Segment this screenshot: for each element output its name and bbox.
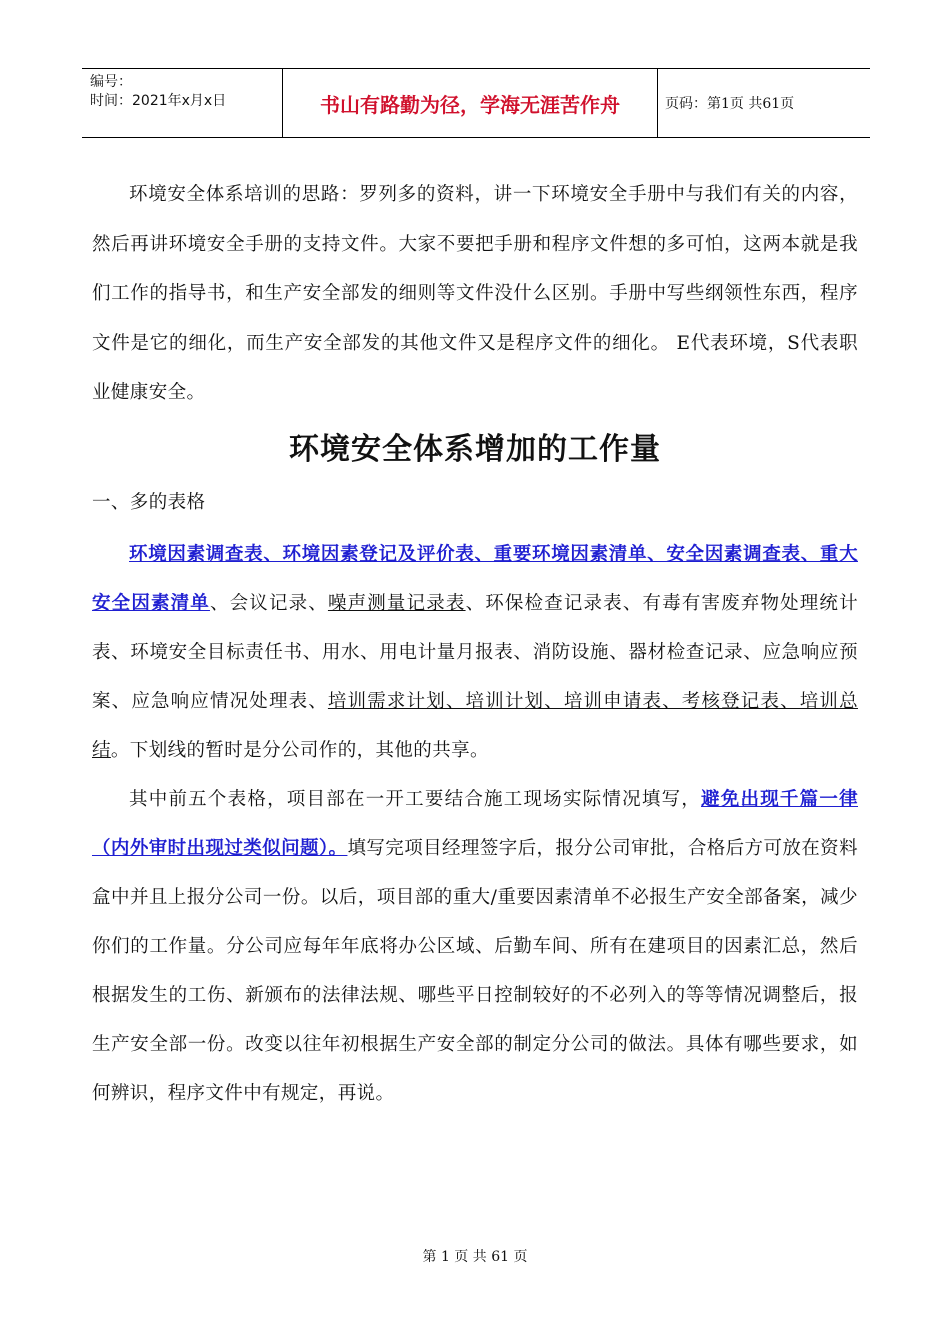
section-heading: 一、多的表格 <box>92 491 206 513</box>
forms-paragraph <box>92 530 858 775</box>
document-number: 编号： <box>90 74 132 90</box>
header-page-number: 页码：第1页 共61页 <box>665 96 795 112</box>
header-motto: 书山有路勤为径，学海无涯苦作舟 <box>282 69 658 137</box>
page-footer: 第 1 页 共 61 页 <box>422 1249 528 1265</box>
document-body <box>92 170 858 1118</box>
document-date: 时间：2021年x月x日 <box>90 93 227 109</box>
underlined-training-forms: 培训需求计划、培训计划、培训申请表、考核登记表、培训总结 <box>92 690 858 761</box>
underlined-form: 噪声测量记录表 <box>327 592 466 614</box>
page-header <box>82 68 870 138</box>
section-title: 环境安全体系增加的工作量 <box>289 431 661 467</box>
text-run: 其中前五个表格，项目部在一开工要结合施工现场实际情况填写， <box>129 788 702 810</box>
text-run: 、会议记录、 <box>209 592 328 614</box>
header-meta <box>82 69 282 137</box>
text-run: 填写完项目经理签字后，报分公司审批，合格后方可放在资料盒中并且上报分公司一份。以后，项目部的重大/重要因素清单不必报生产安全部备案，减少你们的工作量。分公司应每年年底将办公区域、后勤车间、所有在建项目的因素汇总，然后根据发生的工伤、新颁布的法律法规、哪些平日控制较好的不必列入的等等情况调整后，报生产安全部一份。改变以往年初根据生产安全部的制定分公司的做法。具体有哪些要求，如何辨识，程序文件中有规定，再说。 <box>92 837 858 1104</box>
text-run: 。下划线的暂时是分公司作的，其他的共享。 <box>110 739 489 761</box>
process-paragraph <box>92 775 858 1118</box>
avoid-duplication-link[interactable]: 避免出现千篇一律（内外审时出现过类似问题）。 <box>92 788 859 859</box>
intro-paragraph: 环境安全体系培训的思路：罗列多的资料，讲一下环境安全手册中与我们有关的内容，然后再讲环境安全手册的支持文件。大家不要把手册和程序文件想的多可怕，这两本就是我们工作的指导书，和生产安全部发的细则等文件没什么区别。手册中写些纲领性东西，程序文件是它的细化，而生产安全部发的其他文件又是程序文件的细化。 E代表环境，S代表职业健康安全。 <box>92 184 858 403</box>
text-run: 、环保检查记录表、有毒有害废弃物处理统计表、环境安全目标责任书、用水、用电计量月报表、消防设施、器材检查记录、应急响应预案、应急响应情况处理表、 <box>92 592 858 712</box>
key-forms-link[interactable]: 环境因素调查表、环境因素登记及评价表、重要环境因素清单、安全因素调查表、重大安全因素清单 <box>92 543 858 614</box>
